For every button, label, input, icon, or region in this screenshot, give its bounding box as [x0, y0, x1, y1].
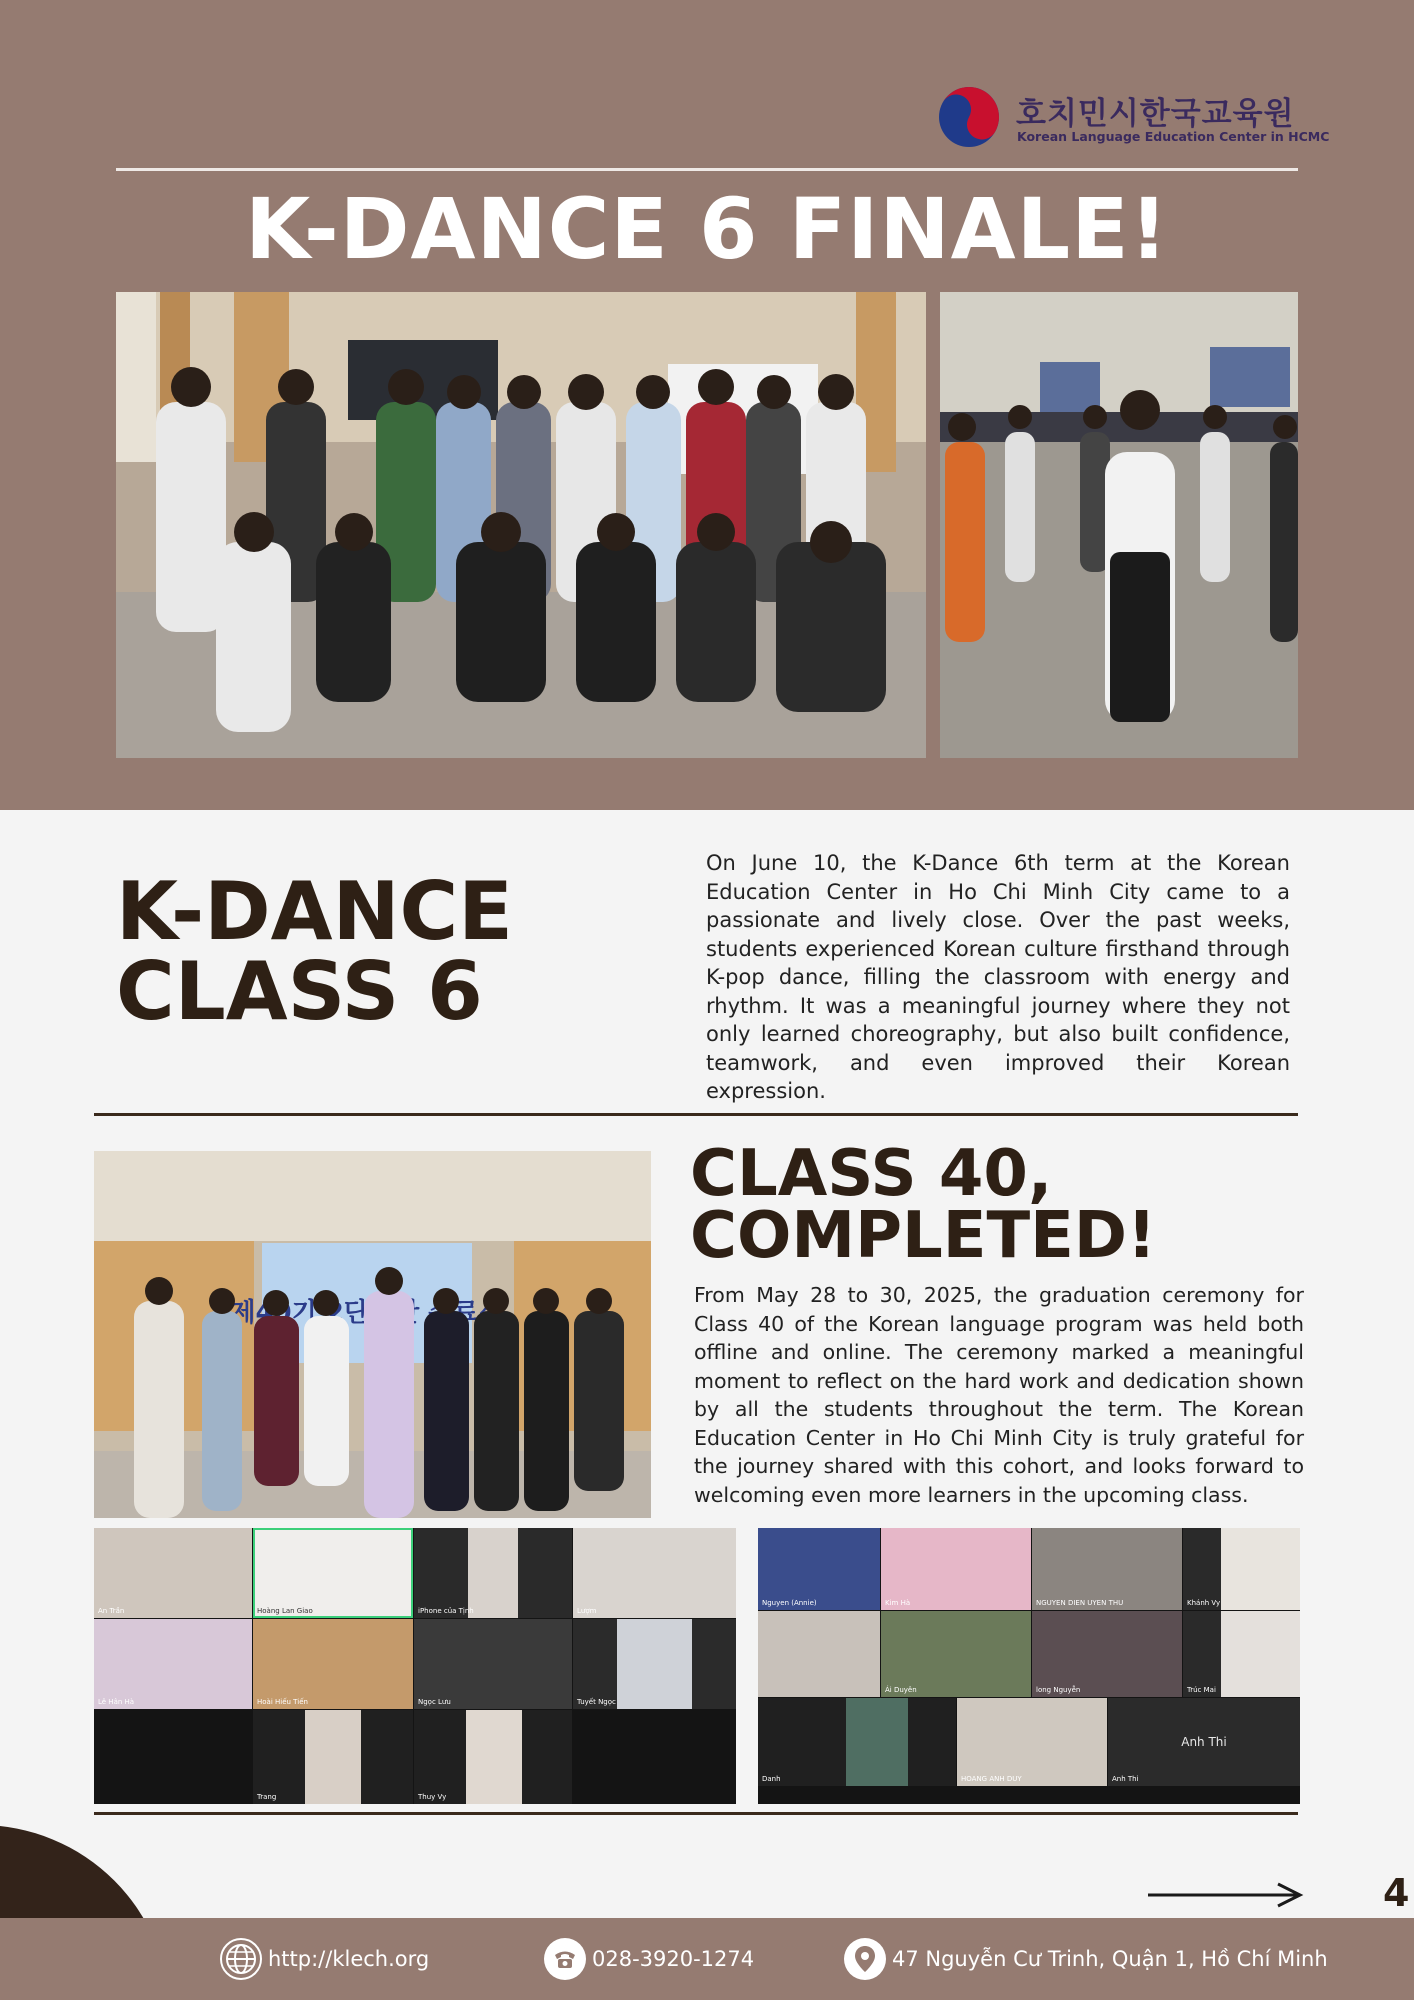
participant-name: Hoàng Lan Giao — [257, 1607, 313, 1615]
class40-title-line2: COMPLETED! — [690, 1199, 1157, 1273]
participant-name: Khánh Vy — [1187, 1599, 1221, 1607]
video-tile — [573, 1528, 736, 1618]
video-tile — [253, 1619, 413, 1709]
phone-link[interactable] — [544, 1937, 754, 1981]
video-tile — [573, 1619, 736, 1709]
video-tile — [253, 1710, 413, 1804]
kdance-section-title — [116, 865, 513, 1038]
phone-icon — [544, 1938, 586, 1980]
logo-english-text: Korean Language Education Center in HCMC — [1017, 129, 1330, 144]
video-tile — [1032, 1528, 1182, 1610]
website-text: http://klech.org — [268, 1947, 430, 1971]
video-tile — [1183, 1528, 1300, 1610]
phone-text: 028-3920-1274 — [592, 1947, 755, 1971]
participant-name: NGUYEN DIEN UYEN THU — [1036, 1599, 1124, 1607]
kdance-description: On June 10, the K-Dance 6th term at the Korean Education Center in Ho Chi Minh City came to a passionate and lively close. Over the past weeks, students experienced Korean culture firsthand through K-pop dance, filling the classroom with energy and rhythm. It was a meaningful journey where they not only learned choreography, but also built confidence, teamwork, and even improved their Korean expression. — [706, 851, 1290, 1103]
video-tile — [957, 1698, 1107, 1786]
bottom-divider — [94, 1812, 1298, 1815]
video-tile — [414, 1528, 572, 1618]
participant-name: Lượm — [577, 1607, 597, 1615]
logo-korean-text: 호치민시한국교육원 — [1016, 96, 1295, 132]
participant-name: HOANG ANH DUY — [961, 1775, 1022, 1783]
page-title: K-DANCE 6 FINALE! — [245, 180, 1169, 278]
dance-photo — [940, 292, 1298, 758]
address-text: 47 Nguyễn Cư Trinh, Quận 1, Hồ Chí Minh — [892, 1947, 1328, 1971]
video-tile — [1032, 1611, 1182, 1697]
participant-name: long Nguyễn — [1036, 1686, 1081, 1694]
class40-description: From May 28 to 30, 2025, the graduation ceremony for Class 40 of the Korean language program was held both offline and online. The ceremony marked a meaningful moment to reflect on the hard work and dedication shown by all the students throughout the term. The Korean Education Center in Ho Chi Minh City is truly grateful for the journey shared with this cohort, and looks forward to welcoming even more learners in the upcoming class. — [694, 1283, 1304, 1507]
zoom-screenshot-left — [94, 1528, 736, 1804]
video-tile — [414, 1710, 572, 1804]
video-tile — [414, 1619, 572, 1709]
header-divider — [116, 168, 1298, 171]
globe-icon — [220, 1938, 262, 1980]
participant-name: Danh — [762, 1775, 781, 1783]
participant-name: Tuyết Ngọc — [577, 1698, 616, 1706]
video-tile — [881, 1611, 1031, 1697]
section-divider — [94, 1113, 1298, 1116]
taegeuk-logo-icon — [938, 86, 1000, 148]
kdance-title-line1: K-DANCE — [116, 865, 513, 958]
participant-name: Ngọc Lưu — [418, 1698, 451, 1706]
location-pin-icon — [844, 1938, 886, 1980]
participant-name: Hoài Hiếu Tiến — [257, 1698, 308, 1706]
kdance-title-line2: CLASS 6 — [116, 945, 483, 1038]
class40-title-line1: CLASS 40, — [690, 1137, 1053, 1211]
video-tile — [758, 1528, 880, 1610]
participant-placeholder-name: Anh Thi — [1181, 1735, 1227, 1749]
website-link[interactable] — [220, 1937, 429, 1981]
center-logo[interactable] — [938, 84, 1330, 150]
participant-name: Ái Duyên — [885, 1686, 917, 1694]
graduation-photo — [94, 1151, 651, 1518]
arrow-right-icon[interactable] — [1146, 1880, 1306, 1910]
address-link[interactable] — [844, 1937, 1328, 1981]
video-tile — [881, 1528, 1031, 1610]
video-tile-camera-off — [1108, 1698, 1300, 1786]
participant-name: Nguyen (Annie) — [762, 1599, 817, 1607]
participant-name: iPhone của Tịnh — [418, 1607, 474, 1615]
participant-name: Thuy Vy — [418, 1793, 447, 1801]
participant-name: Anh Thi — [1112, 1775, 1139, 1783]
video-tile — [758, 1611, 880, 1697]
video-tile — [758, 1698, 956, 1786]
zoom-screenshot-right — [758, 1528, 1300, 1804]
participant-name: Lê Hân Hà — [98, 1698, 135, 1706]
participant-name: Trúc Mai — [1187, 1686, 1216, 1694]
participant-name: An Trần — [98, 1607, 125, 1615]
video-tile — [94, 1619, 252, 1709]
participant-name: Trang — [257, 1793, 277, 1801]
video-tile — [94, 1528, 252, 1618]
participant-name: Kim Hà — [885, 1599, 911, 1607]
ceremony-banner-text: 수료식 — [428, 1298, 504, 1328]
class40-section-title — [690, 1137, 1157, 1273]
page-number: 4 — [1383, 1871, 1410, 1915]
video-tile — [1183, 1611, 1300, 1697]
footer-bar — [0, 1918, 1414, 2000]
group-photo — [116, 292, 926, 758]
video-tile-active — [253, 1528, 413, 1618]
